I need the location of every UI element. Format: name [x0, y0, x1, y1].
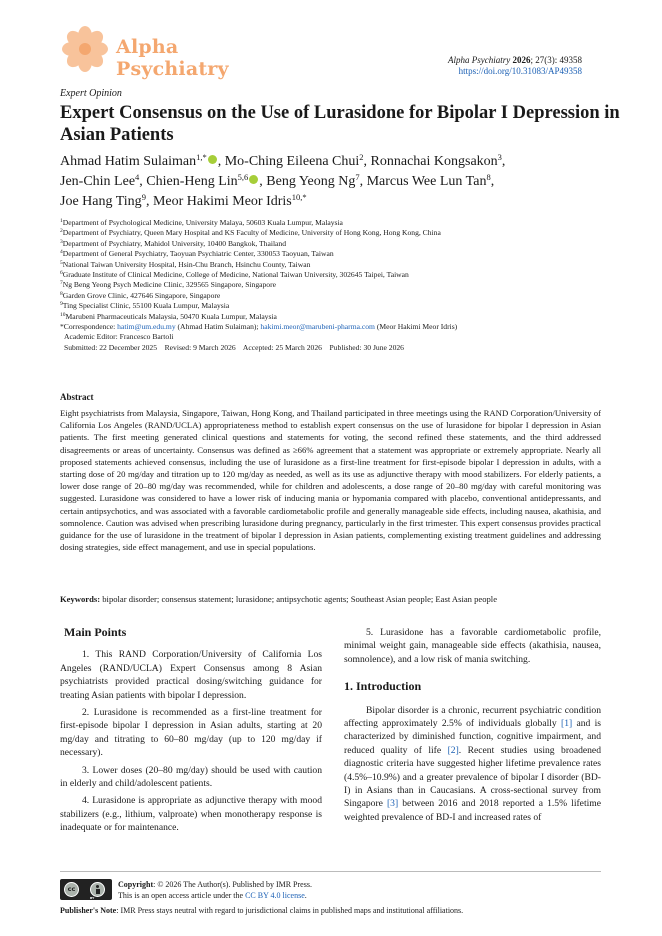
left-column — [60, 626, 322, 839]
author-name: Marcus Wee Lun Tan — [366, 174, 487, 189]
main-points-list — [60, 648, 322, 834]
affiliation-list — [60, 218, 620, 322]
footer-divider — [60, 871, 601, 872]
email-link[interactable]: hatim@um.edu.my — [117, 322, 176, 332]
affiliations — [60, 218, 620, 353]
by-label: BY — [90, 896, 95, 900]
abstract-heading: Abstract — [60, 392, 94, 402]
keywords — [60, 594, 601, 604]
author-affiliation-marker: 2 — [359, 152, 364, 162]
author-affiliation-marker: 3 — [497, 152, 502, 162]
author-affiliation-marker: 7 — [355, 172, 360, 182]
author-name: Ahmad Hatim Sulaiman — [60, 154, 197, 169]
author-name: Jen-Chin Lee — [60, 174, 136, 189]
introduction-paragraph: Bipolar disorder is a chronic, recurrent psychiatric condition affecting approximately 2.5% of individuals globally [1] and is characterized by diminished function, cognitive impairment, and reduced quality of life [2]. Recent studies using broadened diagnostic criteria have suggested higher lifetime prevalence rates (4.5%–10.9%) and a greater prevalence of bipolar I disorder (BD-I) in Asians than in Caucasians. A cross-sectional survey from Singapore [3] between 2016 and 2018 reported a 1.5% lifetime weighted prevalence of BD-I and increased rates of — [344, 704, 601, 823]
main-point-item: 1. This RAND Corporation/University of California Los Angeles (RAND/UCLA) Expert Consensus among 8 Asian psychiatrists provided practical dosing/switching guidance for treating Asian patients with bipolar I depression. — [60, 649, 322, 701]
right-column — [344, 626, 601, 828]
keywords-text: bipolar disorder; consensus statement; lurasidone; antipsychotic agents; Southeast Asian people; East Asian people — [100, 594, 498, 604]
author-name: Chien-Heng Lin — [146, 174, 238, 189]
affiliation-item: $^3$Department of Psychiatry, Mahidol University, 10400 Bangkok, Thailand — [60, 238, 287, 248]
author-affiliation-marker: 9 — [141, 192, 146, 202]
affiliation-item: $^5$National Taiwan University Hospital, Hsin-Chu Branch, Hsinchu County, Taiwan — [60, 259, 311, 269]
journal-logo-name: Alpha Psychiatry — [116, 36, 229, 80]
academic-editor: Academic Editor: Francesco Bartoli — [64, 332, 174, 342]
author-name: Mo-Ching Eileena Chui — [224, 154, 360, 169]
affiliation-item: $^2$Department of Psychiatry, Queen Mary Hospital and KS Faculty of Medicine, University of Hong Kong, Hong Kong, China — [60, 228, 441, 238]
email-link[interactable]: hakimi.meor@marubeni-pharma.com — [260, 322, 375, 332]
main-points-list-continued — [344, 626, 601, 666]
introduction-heading: 1. Introduction — [344, 679, 422, 694]
affiliation-item: $^7$Ng Beng Yeong Psych Medicine Clinic, 329565 Singapore, Singapore — [60, 280, 276, 290]
correspondence: *Correspondence: hatim@um.edu.my (Ahmad Hatim Sulaiman); hakimi.meor@marubeni-pharma.com (Meor Hakimi Meor Idris) — [60, 322, 458, 332]
journal-logo[interactable] — [60, 26, 290, 80]
flower-logo-icon — [60, 26, 110, 72]
affiliation-item: $^8$Garden Grove Clinic, 427646 Singapore, Singapore — [60, 290, 221, 300]
doi-link[interactable]: https://doi.org/10.31083/AP49358 — [458, 66, 582, 76]
author-affiliation-marker: 5,6 — [237, 172, 249, 182]
citation-line: Alpha Psychiatry 2026; 27(3): 49358 — [448, 55, 582, 65]
publisher-note: Publisher's Note: IMR Press stays neutral with regard to jurisdictional claims in published maps and institutional affiliations. — [60, 906, 464, 915]
license-link[interactable]: CC BY 4.0 license — [245, 890, 305, 900]
cc-by-license-icon[interactable] — [60, 879, 112, 900]
attribution-person-icon — [90, 882, 105, 897]
main-points-heading: Main Points — [64, 625, 127, 639]
affiliation-item: $^9$Ting Specialist Clinic, 55100 Kuala Lumpur, Malaysia — [60, 301, 230, 311]
affiliation-item: $^{10}$Marubeni Pharmaceuticals Malaysia, 50470 Kuala Lumpur, Malaysia — [60, 311, 277, 321]
author-affiliation-marker: 10,* — [291, 192, 307, 202]
reference-link[interactable]: [2] — [447, 744, 459, 756]
reference-link[interactable]: [3] — [386, 798, 399, 810]
author-affiliation-marker: 4 — [135, 172, 140, 182]
article-title: Expert Consensus on the Use of Lurasidone for Bipolar I Depression in Asian Patients — [60, 103, 620, 145]
main-point-item: 3. Lower doses (20–80 mg/day) should be used with caution in elderly and child/adolescent patients. — [60, 764, 322, 790]
article-type: Expert Opinion — [60, 88, 122, 99]
reference-link[interactable]: [1] — [561, 718, 573, 730]
keywords-label: Keywords: — [60, 594, 101, 604]
cc-icon: cc — [64, 882, 79, 897]
author-affiliation-marker: 1,* — [196, 152, 207, 162]
citation-block — [448, 55, 582, 77]
main-point-item: 5. Lurasidone has a favorable cardiometabolic profile, minimal weight gain, manageable side effects (akathisia, nausea, somnolence), and a low risk of mania switching. — [344, 627, 601, 665]
author-name: Ronnachai Kongsakon — [370, 154, 498, 169]
orcid-icon[interactable] — [249, 175, 258, 184]
author-list: Ahmad Hatim Sulaiman$^{1,*}$ , Mo-Ching Eileena Chui$^2$, Ronnachai Kongsakon$^3$, Jen-Chin Lee$^4$, Chien-Heng Lin$^{5,6}$ , Beng Yeong Ng$^7$, Marcus Wee Lun Tan$^8$, Joe Hang Ting$^9$, Meor Hakimi Meor Idris$^{10,*}$ — [60, 152, 506, 209]
author-name: Beng Yeong Ng — [266, 174, 356, 189]
author-affiliation-marker: 8 — [486, 172, 491, 182]
affiliation-item: $^4$Department of General Psychiatry, Taoyuan Psychiatric Center, 330053 Taoyuan, Taiwan — [60, 249, 334, 259]
main-point-item: 4. Lurasidone is appropriate as adjunctive therapy with mood stabilizers (e.g., lithium, valproate) when monotherapy response is inadequate or for maintenance. — [60, 795, 322, 834]
orcid-icon[interactable] — [208, 155, 217, 164]
author-name: Meor Hakimi Meor Idris — [152, 194, 292, 209]
abstract-text: Eight psychiatrists from Malaysia, Singapore, Taiwan, Hong Kong, and Thailand participated in three meetings using the RAND Corporation/University of California Los Angeles (RAND/UCLA) appropriateness method to establish expert consensus on the use of lurasidone for bipolar I depression in Asian patients. The first meeting generated clinical questions and statements for voting, the second refined these statements, and the third addressed disagreements or areas of uncertainty. Consensus was defined as ≥66% agreement that a statement was appropriate or extremely appropriate. Nearly all proposed statements achieved consensus, including the use of lurasidone as a first-line treatment for first-episode bipolar I depression in adults, with a starting dose of 20 mg/day and titration up to 120 mg/day as needed, as well as its use as adjunctive therapy with mood stabilizers. For elderly patients, a lower dose range of 20–80 mg/day was recommended, while for children and adolescents, a dose range of 20–80 mg/day with careful monitoring was suggested. Lurasidone was considered to have a lower risk of inducing mania or hypomania compared with placebo, conventional antidepressants, and certain antipsychotics, and was associated with a favorable cardiometabolic profile and generally manageable side effects, including nausea, akathisia, and somnolence. Caution was advised when prescribing lurasidone during pregnancy, particularly in the first trimester. This expert consensus provides practical guidance for the use of lurasidone in the treatment of bipolar I depression in Asian patients, complementing existing treatment guidelines and addressing dosing strategies, side effect management, and use in special populations. — [60, 408, 601, 553]
author-name: Joe Hang Ting — [60, 194, 142, 209]
copyright-block: Copyright: © 2026 The Author(s). Published by IMR Press. This is an open access article under the CC BY 4.0 license. — [118, 880, 312, 900]
main-point-item: 2. Lurasidone is recommended as a first-line treatment for first-episode bipolar I depression in Asian adults, starting at 20 mg/day and titrating to 60–80 mg/day (up to 120 mg/day if necessary). — [60, 707, 322, 759]
affiliation-item: $^6$Graduate Institute of Clinical Medicine, College of Medicine, National Taiwan University, 302645 Taipei, Taiwan — [60, 270, 409, 280]
affiliation-item: $^1$Department of Psychological Medicine, University Malaya, 50603 Kuala Lumpur, Malaysia — [60, 218, 343, 227]
article-dates: Submitted: 22 December 2025 Revised: 9 March 2026 Accepted: 25 March 2026 Published: 30 June 2026 — [64, 342, 404, 352]
